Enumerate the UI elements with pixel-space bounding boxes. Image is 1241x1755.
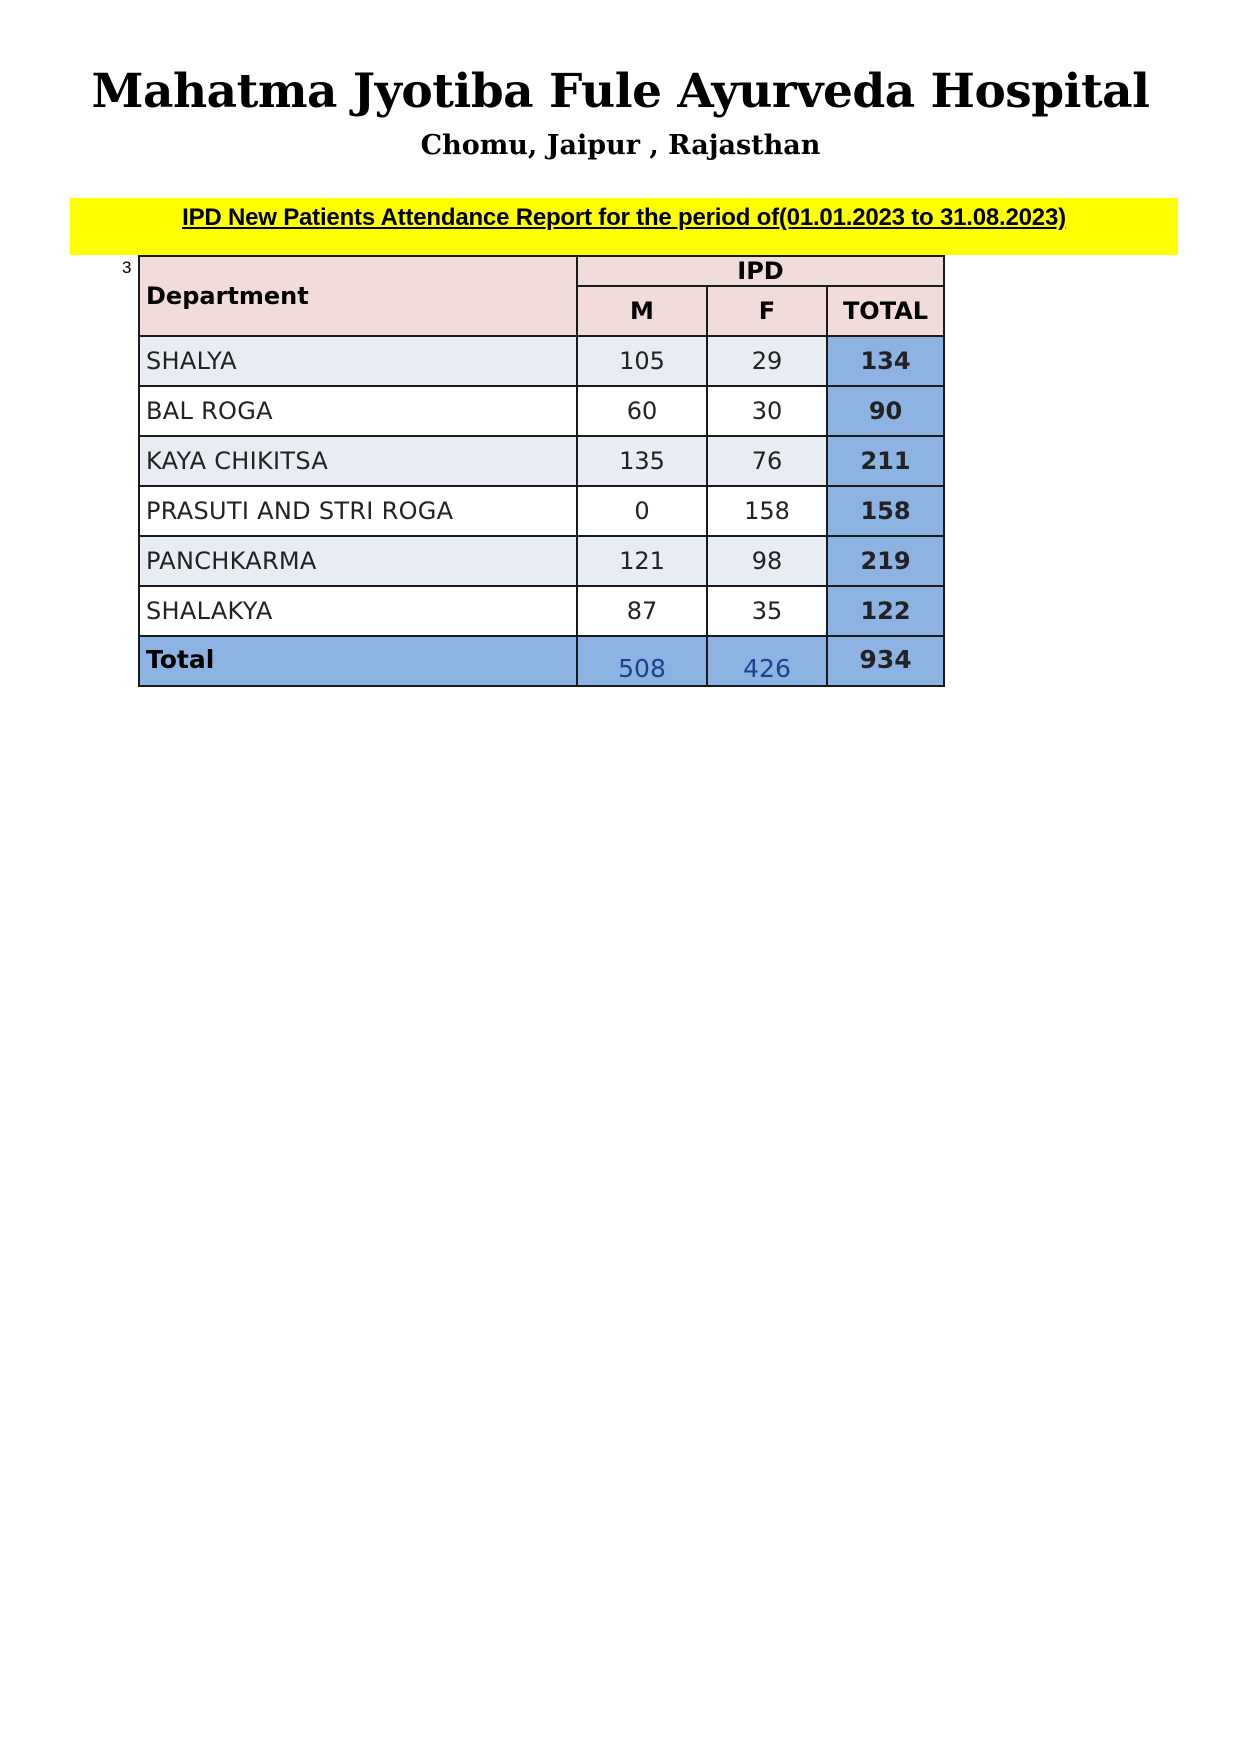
male-count-cell: 87 (577, 586, 707, 636)
row-total-cell: 158 (827, 486, 944, 536)
female-count-cell: 158 (707, 486, 827, 536)
grand-total-cell: 934 (827, 636, 944, 686)
ipd-group-header: IPD (577, 256, 944, 286)
department-cell: BAL ROGA (139, 386, 577, 436)
department-cell: PRASUTI AND STRI ROGA (139, 486, 577, 536)
table-row (139, 586, 944, 636)
total-female-cell: 426 (707, 636, 827, 686)
female-count-cell: 30 (707, 386, 827, 436)
column-header-total: TOTAL (827, 286, 944, 336)
department-cell: KAYA CHIKITSA (139, 436, 577, 486)
total-row (139, 636, 944, 686)
male-count-cell: 121 (577, 536, 707, 586)
row-total-cell: 134 (827, 336, 944, 386)
total-male-cell: 508 (577, 636, 707, 686)
row-marker: 3 (122, 258, 132, 277)
hospital-location: Chomu, Jaipur , Rajasthan (420, 130, 821, 161)
table-row (139, 436, 944, 486)
female-count-cell: 98 (707, 536, 827, 586)
table-header-row (139, 256, 944, 286)
department-cell: SHALAKYA (139, 586, 577, 636)
report-title: IPD New Patients Attendance Report for the period of(01.01.2023 to 31.08.2023) (182, 204, 1066, 231)
row-total-cell: 211 (827, 436, 944, 486)
table-row (139, 336, 944, 386)
female-count-cell: 35 (707, 586, 827, 636)
table-row (139, 386, 944, 436)
male-count-cell: 105 (577, 336, 707, 386)
female-count-cell: 76 (707, 436, 827, 486)
department-cell: PANCHKARMA (139, 536, 577, 586)
total-label: Total (139, 636, 577, 686)
male-count-cell: 135 (577, 436, 707, 486)
table-row (139, 486, 944, 536)
department-cell: SHALYA (139, 336, 577, 386)
row-total-cell: 90 (827, 386, 944, 436)
hospital-title: Mahatma Jyotiba Fule Ayurveda Hospital (91, 64, 1150, 119)
table-row (139, 536, 944, 586)
male-count-cell: 0 (577, 486, 707, 536)
female-count-cell: 29 (707, 336, 827, 386)
row-total-cell: 219 (827, 536, 944, 586)
column-header-f: F (707, 286, 827, 336)
column-header-m: M (577, 286, 707, 336)
department-header: Department (139, 256, 577, 336)
ipd-attendance-table (138, 255, 945, 687)
row-total-cell: 122 (827, 586, 944, 636)
male-count-cell: 60 (577, 386, 707, 436)
